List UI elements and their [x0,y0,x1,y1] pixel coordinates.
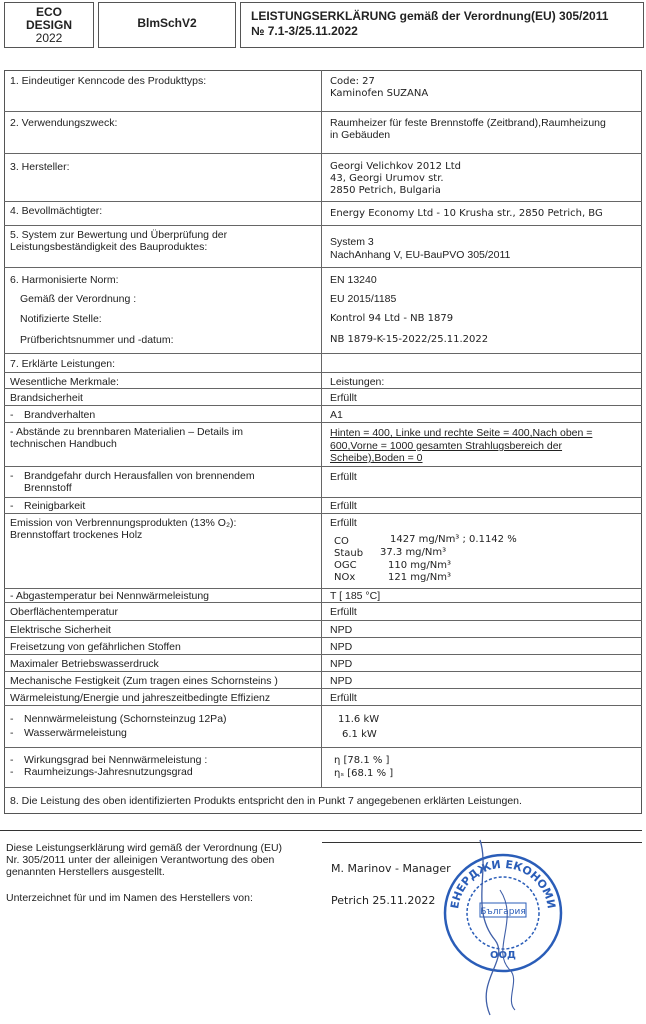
wirk-label: Wirkungsgrad bei Nennwärmeleistung : [24,754,208,766]
table-row [4,423,642,467]
wass-val: 6.1 kW [342,729,377,740]
s2-val1: Raumheizer für feste Brennstoffe (Zeitbrand),Raumheizung [330,117,606,129]
s2-label: 2. Verwendungszweck: [10,117,118,129]
emis-label1: Emission von Verbrennungsprodukten (13% O₂): [10,517,237,529]
section-7-heading [4,354,642,372]
bullet-dash: - [10,409,14,421]
stamp-top-text: ЕНЕРДЖИ ЕКОНОМИ [448,857,558,910]
ogc-label: OGC [334,560,357,571]
mech-val: NPD [330,675,353,687]
eco-line2: DESIGN [25,18,72,32]
section-2 [4,112,642,154]
table-row [4,514,642,589]
mech-label: Mechanische Festigkeit (Zum tragen eines Schornsteins ) [10,675,278,687]
abgas-val: T [ 185 °C] [330,590,381,602]
col1-header: Wesentliche Merkmale: [10,376,119,388]
nenn-label: Nennwärmeleistung (Schornsteinzug 12Pa) [24,713,227,725]
table-header-row [4,372,642,389]
wass-label: Wasserwärmeleistung [24,727,127,739]
blmschv-badge [98,2,236,48]
s7-label: 7. Erklärte Leistungen: [10,358,116,370]
table-row [4,689,642,706]
s1-product: Kaminofen SUZANA [330,88,429,99]
abst-val3: Scheibe),Boden = 0 [330,452,423,464]
bullet-dash: - [10,713,14,725]
section-1 [4,70,642,112]
section-5 [4,226,642,268]
table-row [4,706,642,748]
raum-val: ηₛ [68.1 % ] [334,768,394,779]
nox-label: NOx [334,572,356,583]
s3-val1: Georgi Velichkov 2012 Ltd [330,161,461,172]
ober-val: Erfüllt [330,606,357,618]
co-val: 1427 mg/Nm³ ; 0.1142 % [390,534,517,545]
table-row [4,748,642,788]
table-row [4,589,642,603]
brand-label: Brandsicherheit [10,392,83,404]
table-row [4,672,642,689]
raum-label: Raumheizungs-Jahresnutzungsgrad [24,766,193,778]
table-row [4,467,642,498]
nox-val: 121 mg/Nm³ [388,572,451,583]
ober-label: Oberflächentemperatur [10,606,118,618]
s2-val2: in Gebäuden [330,129,391,141]
frei-label: Freisetzung von gefährlichen Stoffen [10,641,181,653]
abst-val1: Hinten = 400, Linke und rechte Seite = 400,Nach oben = [330,427,593,439]
s6-not-label: Notifizierte Stelle: [20,313,102,325]
s3-label: 3. Hersteller: [10,161,70,173]
s4-val: Energy Economy Ltd - 10 Krusha str., 2850 Petrich, BG [330,208,603,219]
abst-label1: Abstände zu brennbaren Materialien – Details im [16,426,244,438]
title-line1: LEISTUNGSERKLÄRUNG gemäß der Verordnung(EU) 305/2011 [251,9,609,23]
s1-label: 1. Eindeutiger Kenncode des Produkttyps: [10,75,207,87]
bullet-dash: - [10,426,14,438]
place-date: Petrich 25.11.2022 [331,894,436,907]
blm-label: BlmSchV2 [137,16,197,30]
eco-line1: ECO [35,5,62,19]
ogc-val: 110 mg/Nm³ [388,560,451,571]
table-row [4,621,642,638]
brandverh-label: Brandverhalten [24,409,96,421]
bullet-dash: - [10,766,14,778]
table-row [4,655,642,672]
maxw-label: Maximaler Betriebswasserdruck [10,658,159,670]
s6-label: 6. Harmonisierte Norm: [10,274,119,286]
signer-name: M. Marinov - Manager [331,862,451,875]
s6-gem-label: Gemäß der Verordnung : [20,293,137,305]
emis-label2: Brennstoffart trockenes Holz [10,529,143,541]
document-title [240,2,644,48]
eco-year: 2022 [35,31,63,45]
eco-design-badge [4,2,94,48]
s8-text: 8. Die Leistung des oben identifizierten Produkts entspricht den in Punkt 7 angegebenen erklärten Leistungen. [10,795,522,807]
warm-val: Erfüllt [330,692,357,704]
s6-val: EN 13240 [330,274,377,286]
stamp-bottom-text: ООД [490,950,516,961]
frei-val: NPD [330,641,353,653]
section-4 [4,202,642,226]
elek-val: NPD [330,624,353,636]
stamp-mid-text: България [480,907,526,917]
s5-val1: System 3 [330,236,374,248]
warm-label: Wärmeleistung/Energie und jahreszeitbedingte Effizienz [10,692,271,704]
bullet-dash: - [10,500,14,512]
brandgef-val: Erfüllt [330,471,357,483]
decl-line3: genannten Herstellers ausgestellt. [6,866,165,878]
table-row [4,406,642,423]
brandverh-val: A1 [330,409,343,421]
decl-line1: Diese Leistungserklärung wird gemäß der Verordnung (EU) [6,842,283,854]
signature-scribble [450,830,550,1020]
maxw-val: NPD [330,658,353,670]
nenn-val: 11.6 kW [338,714,380,725]
section-3 [4,154,642,202]
table-row [4,638,642,655]
s5-label1: 5. System zur Bewertung und Überprüfung der [10,229,228,241]
rein-label: Reinigbarkeit [24,500,86,512]
elek-label: Elektrische Sicherheit [10,624,111,636]
title-line2: № 7.1-3/25.11.2022 [251,24,358,38]
staub-val: 37.3 mg/Nm³ [380,547,447,558]
table-row [4,498,642,514]
decl-line2: Nr. 305/2011 unter der alleinigen Verantwortung des oben [6,854,275,866]
co-label: CO [334,536,349,547]
col2-header: Leistungen: [330,376,385,388]
section-6 [4,268,642,354]
wirk-val: η [78.1 % ] [334,755,390,766]
abst-val2: 600,Vorne = 1000 gesamten Strahlugsbereich der [330,440,563,452]
bullet-dash: - [10,754,14,766]
rein-val: Erfüllt [330,500,357,512]
s5-label2: Leistungsbeständigkeit des Bauproduktes: [10,241,208,253]
brand-val: Erfüllt [330,392,357,404]
s6-pruf-label: Prüfberichtsnummer und -datum: [20,334,174,346]
s6-not-val: Kontrol 94 Ltd - NB 1879 [330,313,454,324]
bullet-dash: - [10,727,14,739]
staub-label: Staub [334,548,364,559]
abst-label2: technischen Handbuch [10,438,117,450]
s6-gem-val: EU 2015/1185 [330,293,397,305]
section-8 [4,788,642,814]
s3-val2: 43, Georgi Urumov str. [330,173,444,184]
table-row [4,389,642,406]
footer-declaration [6,842,282,878]
abgas-label: - Abgastemperatur bei Nennwärmeleistung [10,590,210,602]
table-row [4,603,642,621]
s5-val2: NachAnhang V, EU-BauPVO 305/2011 [330,249,511,261]
s3-val3: 2850 Petrich, Bulgaria [330,185,441,196]
bullet-dash: - [10,470,14,482]
emis-val: Erfüllt [330,517,357,529]
brandgef-label2: Brennstoff [24,482,72,494]
signed-for-text: Unterzeichnet für und im Namen des Herstellers von: [6,892,253,904]
s6-pruf-val: NB 1879-K-15-2022/25.11.2022 [330,334,489,345]
s4-label: 4. Bevollmächtigter: [10,205,103,217]
brandgef-label1: Brandgefahr durch Herausfallen von brennendem [24,470,255,482]
s1-code: Code: 27 [330,76,375,87]
